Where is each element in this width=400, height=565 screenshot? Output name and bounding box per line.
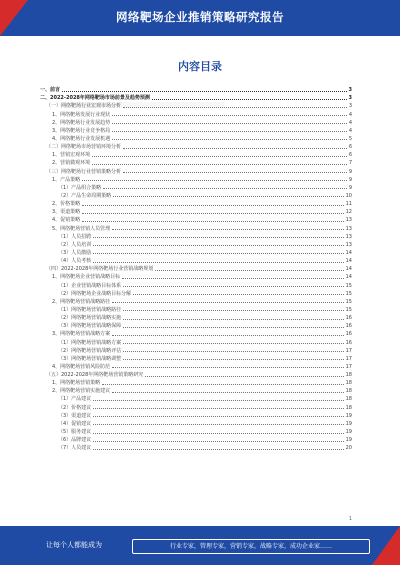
toc-entry-page: 16 <box>345 315 352 322</box>
toc-entry-text: 1、产品策略 <box>52 176 81 183</box>
toc-entry-text: （1）网络靶场营销战略路径 <box>58 306 122 313</box>
toc-entry[interactable] <box>40 378 352 386</box>
toc-entry-page: 11 <box>345 201 352 208</box>
toc-entry-page: 6 <box>348 144 352 151</box>
toc-entry[interactable] <box>40 118 352 126</box>
toc-entry[interactable] <box>40 305 352 313</box>
toc-leader-dots <box>82 180 347 181</box>
table-of-contents <box>40 85 352 451</box>
toc-entry[interactable] <box>40 183 352 191</box>
toc-leader-dots <box>123 359 343 360</box>
toc-leader-dots <box>102 384 343 385</box>
toc-leader-dots <box>93 433 343 434</box>
toc-entry-text: 2、网络靶场行业发展趋势 <box>52 119 111 126</box>
toc-entry-text: 2、网络靶场营销战略路径 <box>52 298 111 305</box>
toc-entry[interactable] <box>40 443 352 451</box>
toc-entry-text: （三）网络靶场行业营销策略分析 <box>46 168 122 175</box>
toc-entry-text: 1、营销宏观环境 <box>52 152 91 159</box>
toc-entry-page: 16 <box>345 339 352 346</box>
toc-leader-dots <box>112 139 347 140</box>
toc-entry[interactable] <box>40 256 352 264</box>
toc-entry[interactable] <box>40 370 352 378</box>
toc-leader-dots <box>123 148 347 149</box>
toc-entry[interactable] <box>40 166 352 174</box>
toc-entry-page: 16 <box>345 331 352 338</box>
toc-entry-text: （1）产品建议 <box>58 396 92 403</box>
toc-entry[interactable] <box>40 402 352 410</box>
toc-entry[interactable] <box>40 126 352 134</box>
toc-entry[interactable] <box>40 427 352 435</box>
toc-entry-page: 19 <box>345 429 352 436</box>
toc-entry-page: 15 <box>345 298 352 305</box>
toc-entry-text: （1）产品组合策略 <box>58 184 102 191</box>
toc-entry-page: 17 <box>345 355 352 362</box>
toc-leader-dots <box>92 164 347 165</box>
toc-entry-page: 3 <box>348 95 352 102</box>
toc-entry-page: 12 <box>345 209 352 216</box>
toc-leader-dots <box>82 213 343 214</box>
toc-entry-page: 9 <box>348 184 352 191</box>
toc-entry-page: 15 <box>345 282 352 289</box>
toc-entry-text: 一、前言 <box>40 87 61 94</box>
toc-leader-dots <box>133 294 343 295</box>
toc-leader-dots <box>112 115 347 116</box>
toc-entry[interactable] <box>40 101 352 109</box>
toc-entry-text: （二）网络靶场市场营销环境分析 <box>46 144 122 151</box>
toc-entry-page: 18 <box>345 396 352 403</box>
toc-entry-text: 1、网络靶场企业营销战略目标 <box>52 274 121 281</box>
toc-entry-text: 2、价格策略 <box>52 201 81 208</box>
toc-entry[interactable] <box>40 313 352 321</box>
toc-entry[interactable] <box>40 272 352 280</box>
toc-entry-page: 5 <box>348 135 352 142</box>
toc-entry[interactable] <box>40 329 352 337</box>
toc-entry-text: （2）网络靶场营销战略实施 <box>58 315 122 322</box>
toc-leader-dots <box>123 351 343 352</box>
toc-entry[interactable] <box>40 346 352 354</box>
toc-entry[interactable] <box>40 232 352 240</box>
toc-entry-text: （4）人员考核 <box>58 258 92 265</box>
toc-entry[interactable] <box>40 394 352 402</box>
toc-leader-dots <box>62 91 347 92</box>
footer-bar <box>0 526 400 565</box>
toc-leader-dots <box>93 253 343 254</box>
toc-entry[interactable] <box>40 85 352 93</box>
toc-leader-dots <box>82 205 343 206</box>
toc-leader-dots <box>82 221 343 222</box>
toc-entry[interactable] <box>40 93 352 101</box>
toc-leader-dots <box>93 262 343 263</box>
toc-leader-dots <box>93 245 343 246</box>
toc-leader-dots <box>103 188 347 189</box>
toc-entry-page: 17 <box>345 347 352 354</box>
toc-entry[interactable] <box>40 199 352 207</box>
toc-entry[interactable] <box>40 386 352 394</box>
toc-entry-text: 3、渠道策略 <box>52 209 81 216</box>
toc-entry-text: 4、促销策略 <box>52 217 81 224</box>
toc-entry[interactable] <box>40 223 352 231</box>
toc-entry-page: 16 <box>345 323 352 330</box>
toc-entry-text: （2）人员培训 <box>58 241 92 248</box>
toc-leader-dots <box>93 416 343 417</box>
toc-leader-dots <box>93 449 343 450</box>
toc-entry-page: 6 <box>348 152 352 159</box>
toc-leader-dots <box>123 172 347 173</box>
toc-entry-page: 3 <box>348 87 352 94</box>
toc-entry-text: 1、网络靶场发展行业现状 <box>52 111 111 118</box>
toc-entry-text: 5、网络靶场营销人员管理 <box>52 225 111 232</box>
toc-leader-dots <box>92 156 347 157</box>
toc-entry[interactable] <box>40 248 352 256</box>
toc-entry[interactable] <box>40 207 352 215</box>
toc-entry[interactable] <box>40 337 352 345</box>
toc-leader-dots <box>123 319 343 320</box>
toc-entry[interactable] <box>40 280 352 288</box>
toc-entry-page: 19 <box>345 412 352 419</box>
toc-entry-text: 2、网络靶场营销实施建议 <box>52 388 111 395</box>
toc-entry-page: 19 <box>345 420 352 427</box>
toc-leader-dots <box>112 392 343 393</box>
toc-entry[interactable] <box>40 109 352 117</box>
toc-entry[interactable] <box>40 362 352 370</box>
toc-leader-dots <box>112 229 343 230</box>
toc-leader-dots <box>93 408 343 409</box>
toc-entry-text: （2）价格建议 <box>58 404 92 411</box>
toc-entry-text: 3、网络靶场营销战略方案 <box>52 331 111 338</box>
toc-entry-text: （3）人员激励 <box>58 249 92 256</box>
page-number: 1 <box>348 516 352 522</box>
toc-leader-dots <box>145 376 343 377</box>
toc-leader-dots <box>123 107 347 108</box>
toc-entry-page: 14 <box>345 258 352 265</box>
footer-cta: 让每个人都能成为 <box>46 541 102 549</box>
toc-entry-page: 4 <box>348 119 352 126</box>
toc-entry-text: 4、网络靶场营销风险防范 <box>52 363 111 370</box>
toc-entry-page: 9 <box>348 176 352 183</box>
toc-entry-page: 13 <box>345 217 352 224</box>
toc-entry-page: 15 <box>345 290 352 297</box>
toc-entry-text: （3）网络靶场营销战略调整 <box>58 355 122 362</box>
toc-entry[interactable] <box>40 142 352 150</box>
toc-entry[interactable] <box>40 150 352 158</box>
toc-entry-page: 13 <box>345 233 352 240</box>
toc-entry-page: 3 <box>348 103 352 110</box>
toc-leader-dots <box>93 237 343 238</box>
toc-leader-dots <box>123 327 343 328</box>
toc-entry[interactable] <box>40 289 352 297</box>
toc-leader-dots <box>93 400 343 401</box>
toc-entry-page: 9 <box>348 168 352 175</box>
toc-entry-page: 20 <box>345 445 352 452</box>
toc-leader-dots <box>152 99 347 100</box>
toc-entry-text: （一）网络靶场行业宏观市场分析 <box>46 103 122 110</box>
toc-entry-text: （6）品牌建议 <box>58 437 92 444</box>
toc-entry-text: （3）渠道建议 <box>58 412 92 419</box>
toc-entry-page: 14 <box>345 266 352 273</box>
toc-entry-page: 15 <box>345 306 352 313</box>
report-title: 网络靶场企业推销策略研究报告 <box>116 10 284 24</box>
toc-entry-text: 4、网络靶场行业发展机遇 <box>52 135 111 142</box>
toc-entry-page: 14 <box>345 274 352 281</box>
toc-entry-text: 1、网络靶场营销策略 <box>52 380 101 387</box>
toc-entry-page: 13 <box>345 225 352 232</box>
toc-leader-dots <box>123 343 343 344</box>
toc-leader-dots <box>123 286 343 287</box>
toc-leader-dots <box>113 196 343 197</box>
toc-entry-text: （2）产品生命周期策略 <box>58 192 112 199</box>
toc-entry-text: （四）2022-2028年网络靶场行业营销战略规划 <box>46 266 154 273</box>
toc-leader-dots <box>112 335 343 336</box>
footer-roles-box: 行业专家，管理专家，营销专家，战略专家，成功企业家…… <box>132 539 370 554</box>
toc-leader-dots <box>93 441 343 442</box>
toc-heading: 内容目录 <box>178 60 222 73</box>
toc-entry[interactable] <box>40 264 352 272</box>
toc-entry[interactable] <box>40 134 352 142</box>
toc-entry-text: （1）企业营销战略目标体系 <box>58 282 122 289</box>
toc-entry-page: 13 <box>345 241 352 248</box>
toc-entry-text: （4）促销建议 <box>58 420 92 427</box>
toc-entry-page: 19 <box>345 437 352 444</box>
toc-leader-dots <box>112 302 343 303</box>
toc-entry-page: 18 <box>345 380 352 387</box>
toc-entry[interactable] <box>40 419 352 427</box>
header-bar <box>0 0 400 36</box>
toc-entry-text: 2、营销微观环境 <box>52 160 91 167</box>
toc-leader-dots <box>93 424 343 425</box>
toc-entry[interactable] <box>40 158 352 166</box>
toc-leader-dots <box>112 131 347 132</box>
toc-leader-dots <box>112 123 347 124</box>
toc-entry[interactable] <box>40 321 352 329</box>
toc-entry-text: （7）人员建议 <box>58 445 92 452</box>
toc-entry[interactable] <box>40 175 352 183</box>
toc-entry-page: 18 <box>345 388 352 395</box>
toc-entry[interactable] <box>40 435 352 443</box>
toc-entry[interactable] <box>40 191 352 199</box>
toc-entry[interactable] <box>40 215 352 223</box>
toc-entry-page: 4 <box>348 111 352 118</box>
toc-entry-page: 17 <box>345 363 352 370</box>
toc-entry-page: 7 <box>348 160 352 167</box>
toc-entry[interactable] <box>40 354 352 362</box>
toc-leader-dots <box>155 270 343 271</box>
toc-entry-page: 18 <box>345 372 352 379</box>
toc-leader-dots <box>122 278 343 279</box>
footer-corner-accent <box>372 526 400 565</box>
toc-entry[interactable] <box>40 411 352 419</box>
toc-entry-text: （五）2022-2028年网络靶场营销策略研究 <box>46 372 144 379</box>
toc-leader-dots <box>123 310 343 311</box>
toc-entry-page: 18 <box>345 404 352 411</box>
toc-entry-text: （3）网络靶场营销战略保障 <box>58 323 122 330</box>
toc-entry[interactable] <box>40 240 352 248</box>
toc-leader-dots <box>112 367 343 368</box>
toc-entry-page: 10 <box>345 192 352 199</box>
toc-entry-text: （5）服务建议 <box>58 429 92 436</box>
toc-entry-text: （2）网络靶场营销战略评估 <box>58 347 122 354</box>
toc-entry-text: （2）网络靶场企业战略目标分解 <box>58 290 132 297</box>
toc-entry-text: 3、网络靶场行业竞争格局 <box>52 127 111 134</box>
toc-entry-text: 二、2022-2028年网络靶场市场前景及趋势预测 <box>40 95 150 102</box>
toc-entry-text: （1）网络靶场营销战略方案 <box>58 339 122 346</box>
toc-entry-page: 4 <box>348 127 352 134</box>
toc-entry[interactable] <box>40 297 352 305</box>
toc-entry-text: （1）人员招聘 <box>58 233 92 240</box>
toc-entry-page: 14 <box>345 249 352 256</box>
